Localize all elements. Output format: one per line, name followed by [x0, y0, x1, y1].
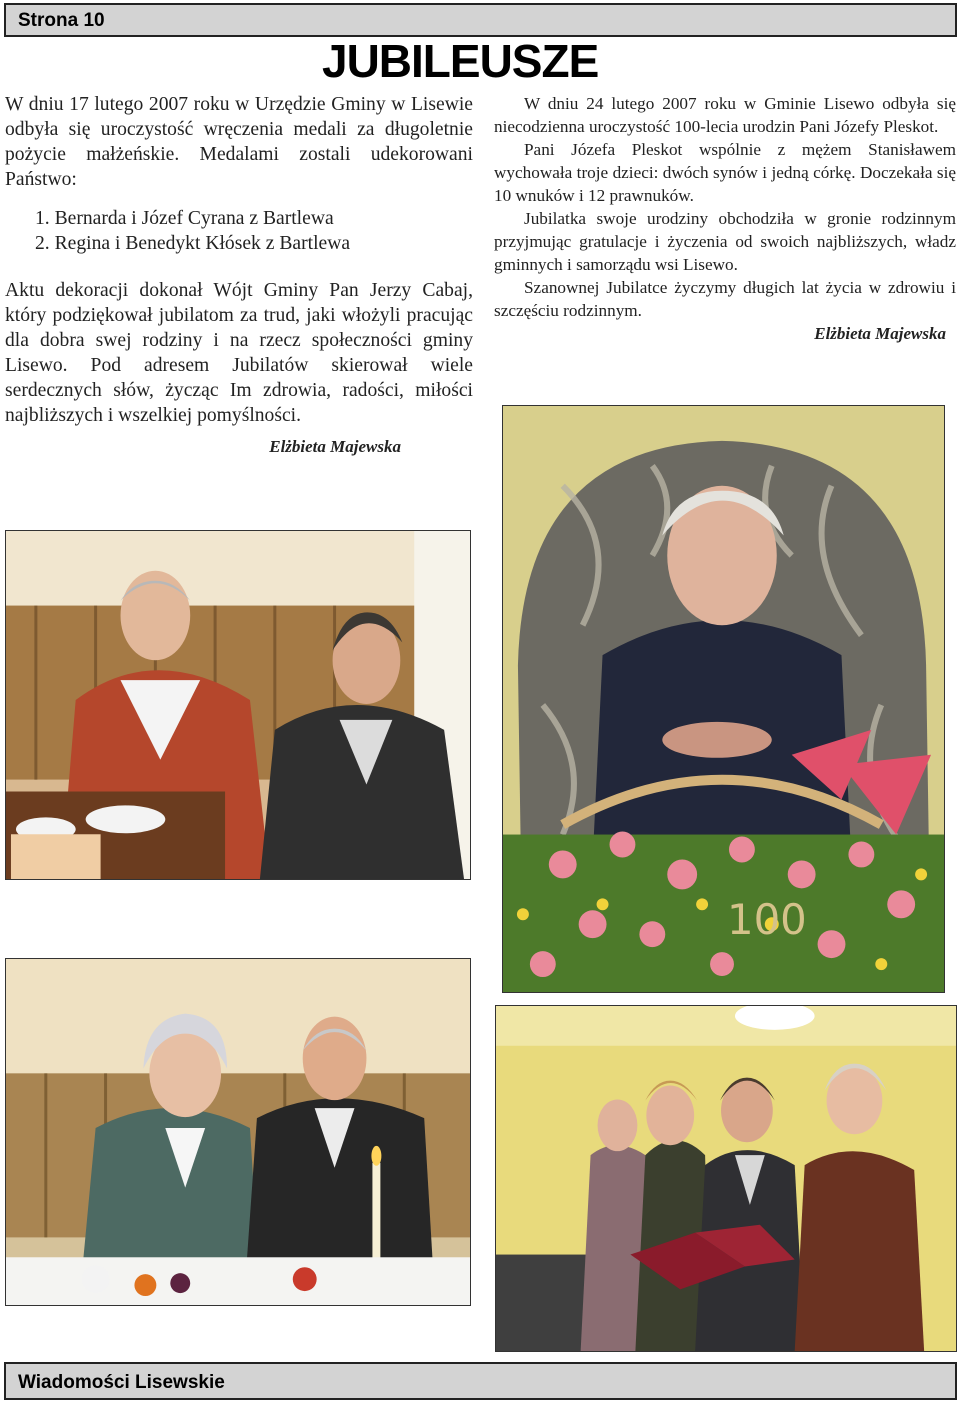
photo-jubilee-centenarian	[502, 405, 945, 993]
left-article-signature: Elżbieta Majewska	[269, 437, 401, 456]
left-article-body: Aktu dekoracji dokonał Wójt Gminy Pan Jerzy Cabaj, który podziękował jubilatom za trud, jaki włożyli pracując dla dobra swej rodziny i na rzecz społeczności gminy Lisewo. Pod adresem Jubilatów skierował wiele serdecznych słów, życząc Im zdrowia, radości, miłości najbliższych i wszelkiej pomyślności.	[5, 280, 473, 426]
page-header-bar	[4, 3, 957, 37]
right-article-paragraph: Pani Józefa Pleskot wspólnie z mężem Stanisławem wychowała troje dzieci: dwóch synów i jedną córkę. Doczekała się 10 wnuków i 12 prawnuków.	[494, 140, 956, 205]
right-article-signature: Elżbieta Majewska	[814, 324, 946, 343]
svg-text:100: 100	[726, 895, 807, 945]
right-article-paragraph: Jubilatka swoje urodziny obchodziła w gronie rodzinnym przyjmując gratulacje i życzenia od swoich najbliższych, władz gminnych i samorządu wsi Lisewo.	[494, 209, 956, 274]
publication-title: Wiadomości Lisewskie	[18, 1372, 225, 1393]
left-article-intro: W dniu 17 lutego 2007 roku w Urzędzie Gminy w Lisewie odbyła się uroczystość wręczenia medali za długoletnie pożycie małżeńskie. Medalami zostali udekorowani Państwo:	[5, 94, 473, 190]
right-article-paragraph: Szanownej Jubilatce życzymy długich lat życia w zdrowiu i szczęściu rodzinnym.	[494, 278, 956, 320]
photo-congratulations-officials	[495, 1005, 957, 1352]
list-item: 2. Regina i Benedykt Kłósek z Bartlewa	[35, 233, 351, 254]
list-item: 1. Bernarda i Józef Cyrana z Bartlewa	[35, 208, 334, 229]
medal-recipients-list	[35, 206, 473, 256]
photo-couple-klosek	[5, 958, 471, 1306]
page-number-label: Strona 10	[18, 10, 105, 31]
photo-couple-cyrana	[5, 530, 471, 880]
right-article-paragraph: W dniu 24 lutego 2007 roku w Gminie Lisewo odbyła się niecodzienna uroczystość 100-lecia urodzin Pani Józefy Pleskot.	[494, 94, 956, 136]
left-article	[5, 92, 473, 459]
page-title: JUBILEUSZE	[322, 35, 599, 87]
right-article	[494, 92, 956, 345]
page-footer-bar	[4, 1362, 957, 1400]
